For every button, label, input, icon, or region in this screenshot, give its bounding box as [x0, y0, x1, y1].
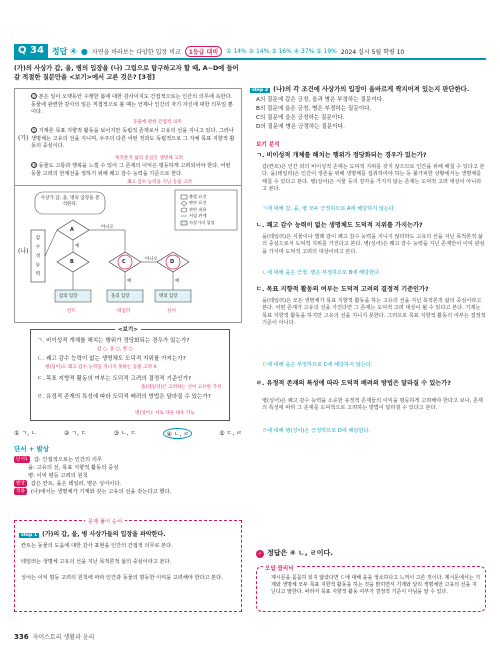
edge-label: 아니오 [145, 257, 158, 262]
bogi-box [30, 329, 230, 421]
condition-item: A의 질문에 갑은 긍정, 을과 병은 부정하는 질문이다. [256, 97, 384, 103]
grade-badge: 1등급 대비 [185, 46, 222, 57]
check-icon: ✓ [257, 551, 263, 557]
node-d: D [170, 259, 175, 265]
analysis-question: ㄴ. 쾌고 감수 능력이 없는 생명체도 도덕적 지위를 가지는가? [256, 222, 423, 229]
answer-options [14, 428, 242, 439]
question-stem-wrap [14, 64, 242, 82]
passage-eul: 을 기계론 목표 지향적 활동을 보이지만 독립적 존재로서 고유의 선을 지니고 있다. 그러나 생명체는 고유의 선을 지니며, 우주의 다른 어떤 것과도 독립적으로 그 자체 목표 지향적 활동의 중심이다. [31, 128, 235, 150]
edge-label: 예 [127, 279, 132, 284]
option-2[interactable]: ② ㄱ, ㄷ [63, 430, 87, 437]
start-node: 감 수 성 능 력 [35, 236, 41, 277]
step-badge: step 2 [252, 88, 269, 93]
clue-item: 적용 (나)에서는 생명체가 기계와 갖는 고유의 선을 갖는다고 했다. [16, 489, 172, 495]
analysis-question: ㄱ. 비이성적 개체를 해치는 행위가 정당화되는 경우가 있는가? [256, 152, 427, 159]
diagram-title: 사상가 갑, 을, 병의 입장을 분석한다. [40, 196, 100, 207]
diagram-legend: 출발 요건 판단 요건 관단 내용 서설 관계 사상가의 입장 [189, 194, 215, 225]
result-name: 싱어 [167, 309, 176, 314]
passage-box-ga [14, 88, 242, 186]
diagram-box-na [14, 186, 242, 323]
bogi-annotation: 갑 ○, 을 ○, 병 ○ [97, 347, 133, 352]
question-stem: (가)의 사상가 갑, 을, 병의 입장을 (나) 그림으로 탐구하고자 할 때, A~D에 들어갈 적절한 질문만을 <보기>에서 고른 것은? [3점] [14, 65, 239, 81]
analysis-conclusion: ㄹ에 대해 병(싱어)은 긍정하므로 D에 해당한다. [262, 428, 371, 434]
strategy-box [14, 520, 242, 612]
analysis-question: ㄷ. 목표 지향적 활동의 여부는 도덕적 고려의 결정적 기준인가? [256, 286, 429, 293]
node-b: B [70, 259, 74, 265]
edge-label: 아니오 [101, 225, 114, 230]
annotation: 동물에 관한 간접적 의무 [133, 120, 182, 125]
answer-label: 정답 ④ [51, 46, 77, 56]
clinic-box [256, 566, 486, 612]
header-divider [14, 58, 486, 60]
bogi-annotation: 병(싱어)도 쾌고 감수 능력을 지니지 못하는 동물 고려 X [45, 365, 157, 370]
bogi-annotation: 병(싱어): 서로 다른 대우 가능 [135, 411, 195, 416]
analysis-text: 병(싱어)은 쾌고 감수 능력을 소유한 유정적 존재들의 이익을 평등하게 고려해야 한다고 보나, 존재의 특성에 따라 그 존재를 도덕적으로 고려하는 방법이 달라질 수 있다고 본다. [262, 398, 483, 412]
result-name: 테일러 [117, 309, 131, 314]
thinker-marker: 갑 [32, 94, 36, 99]
subject-text: 자연을 바라보는 다양한 입장 비교 [91, 48, 181, 56]
bogi-analysis-heading: 보기 분석 [256, 142, 280, 148]
final-answer: ✓ 정답은 ④ ㄴ, ㄹ이다. [257, 549, 333, 557]
question-number: Q 34 [14, 44, 48, 58]
bogi-item: ㄷ. 목표 지향적 활동의 여부는 도덕적 고려의 결정적 기준인가? [37, 376, 192, 382]
answer-rates: ① 14% ② 14% ③ 16% ④ 37% ⑤ 19% [226, 47, 337, 55]
clue-item: 발상 갑은 칸트, 을은 테일러, 병은 싱어이다. [16, 481, 122, 487]
annotation: 쾌고 감수 능력을 지닌 동물 고려 [127, 180, 192, 185]
clue-item: 단서1 갑: 간접적으로는 인간의 의무 [16, 457, 103, 463]
condition-item: B의 질문에 을은 긍정, 병은 부정하는 질문이다. [256, 106, 372, 112]
analysis-text: 갑(칸트)은 인간 외의 비이성적 존재는 도덕적 지위를 갖지 않으므로 인간을 위해 해칠 수 있다고 본다. 을(테일러)은 인간이 생존을 위해 생명체를 섭취하여야 하는 등 불가피한 상황에서는 생명체를 해칠 수 있다고 본다. 병(싱어)은 식물 등의 감각을 가지지 않는 존재는 도덕적 고려 대상이 아니라고 본다. [262, 164, 485, 193]
result-gap: 갑의 입장 [59, 294, 78, 299]
strategy-bullet: 테일러는 생명체 고유의 선을 지닌 목적론적 삶의 중심이라고 본다. [21, 559, 172, 565]
result-byeong: 병의 입장 [159, 294, 178, 299]
clue-list [14, 456, 242, 496]
node-c: C [122, 259, 126, 265]
book-title: 자이스토리 생활과 윤리 [32, 634, 95, 641]
clue-item: 을: 고유의 선, 목표 지향적 활동의 중심 [28, 465, 119, 471]
analysis-conclusion: ㄴ에 대해 을은 긍정, 병은 부정하므로 B에 해당한다. [262, 270, 381, 276]
clue-heading: 단서 + 발상 [14, 445, 50, 453]
clue-item: 병: 이익 평등 고려의 원칙 [28, 473, 88, 479]
bogi-title: <보기> [115, 325, 141, 333]
step-2-heading: step 2 (나)의 각 조건에 사상가의 입장이 올바르게 짝지어져 있는지 판단한다. [252, 86, 470, 93]
option-3[interactable]: ③ ㄴ, ㄷ [113, 430, 137, 437]
passage-gap: 갑 본은 일이 오랫동안 수행한 봄에 대한 감사이지도 간접적으로는 인간의 의무에 속한다. 동물에 관련한 감사의 일은 직접적으로 볼 때는 언제나 인간의 자기 자신에 대한 의무일 뿐이다. [31, 94, 233, 116]
page-number: 336 [14, 633, 29, 641]
clinic-text: 제시문을 꼼꼼히 읽지 않았다면 ㄷ에 대해 을을 생소하다고 느껴서 고른 것이다. 제시문에서는 기계와 생명체 모두 목표 지향적 활동을 하는 것을 밝히면서 기계와 달리 생명체만 고유의 선을 지닌다고 말한다. 따라서 목표 지향적 활동 여부가 결정적 기준이 아님을 알 수 있다. [271, 575, 481, 595]
node-a: A [70, 227, 74, 233]
analysis-text: 을(테일러)은 모든 생명체가 목표 지향적 활동을 하는 고유의 선을 지닌 목적론적 삶의 중심이라고 본다. 어떤 존재가 고유의 선을 가진다면 그 존재는 도덕적 고려 대상이 될 수 있다고 본다. 기계는 목표 지향적 활동을 하지만 고유의 선을 지니지 못한다. 그러므로 목표 지향적 활동의 여부는 결정적 기준이 아니다. [262, 298, 486, 327]
option-1[interactable]: ① ㄱ, ㄴ [14, 430, 37, 437]
thinker-marker: 을 [32, 128, 36, 133]
bullet-icon: ● [80, 46, 88, 56]
edge-label: 예 [175, 279, 180, 284]
thinker-marker: 병 [32, 163, 36, 168]
bogi-item: ㄹ. 유정적 존재의 특성에 따라 도덕적 배려의 방법은 달라질 수 있는가? [37, 394, 211, 400]
result-eul: 을의 입장 [111, 294, 130, 299]
condition-item: C의 질문에 을은 긍정하는 질문이다. [256, 115, 345, 121]
question-header [14, 44, 486, 58]
page-footer [14, 632, 94, 641]
diagram-label: (나) [18, 248, 29, 255]
step-badge: step 1 [21, 533, 38, 538]
condition-item: D의 질문에 병은 긍정하는 질문이다. [256, 124, 345, 130]
bogi-item: ㄴ. 쾌고 감수 능력이 없는 생명체도 도덕적 지위를 가지는가? [37, 356, 186, 362]
strategy-bullet: 칸트는 동물의 도움에 대한 감사 표현을 인간의 간접적 의무로 본다. [21, 543, 173, 549]
strategy-bullet: 싱어는 이익 평등 고려의 원칙에 따라 인간과 동물의 평등한 이익을 고려해야 한다고 본다. [21, 575, 223, 581]
analysis-text: 을(테일러)은 식물이나 벌레 같이 쾌고 감수 능력을 지니지 않더라도 고유의 선을 지닌 목적론적 삶의 중심으로서 도덕적 지위를 가진다고 본다. 병(싱어)은 쾌고 감수 능력을 지닌 존재만이 이익 관심을 가지며 도덕적 고려의 대상이라고 본다. [262, 234, 485, 255]
exam-source: 2024 실시 5월 학평 10 [340, 48, 405, 56]
passage-label: (가) [18, 135, 29, 142]
step-1-heading: step 1 (가)의 갑, 을, 병 사상가들의 입장을 파악한다. [21, 531, 166, 538]
analysis-conclusion: ㄷ에 대해 을은 부정하므로 C에 해당하지 않는다. [262, 362, 373, 368]
strategy-title: 문제 풀이 순서 [85, 517, 125, 525]
passage-byeong: 병 동물도 고통과 행복을 느낄 수 있어 그 존재의 이익은 평등하게 고려되어야 한다. 어떤 동물 고려의 한계선을 정하기 위해 쾌고 감수 능력을 기준으로 한다. [31, 163, 231, 177]
result-name: 칸트 [67, 309, 76, 314]
annotation: 목적론적 삶의 중심인 생명체 고려 [115, 156, 183, 161]
bogi-annotation: 을(테일러)은 고려하는 선이 고유한 가치 [141, 385, 222, 390]
analysis-question: ㄹ. 유정적 존재의 특성에 따라 도덕적 배려의 방법은 달라질 수 있는가? [256, 380, 451, 387]
analysis-conclusion: ㄱ에 대해 갑, 을, 병 모두 긍정하므로 A에 해당하지 않는다. [262, 206, 396, 212]
clinic-title: 오답 클리닉 [265, 566, 294, 572]
option-5[interactable]: ⑤ ㄷ, ㄹ [219, 430, 242, 437]
edge-label: 예 [75, 244, 80, 249]
option-4[interactable]: ④ ㄴ, ㄹ [163, 428, 192, 439]
bogi-item: ㄱ. 비이성적 개체를 해치는 행위가 정당화되는 경우가 있는가? [37, 338, 190, 344]
